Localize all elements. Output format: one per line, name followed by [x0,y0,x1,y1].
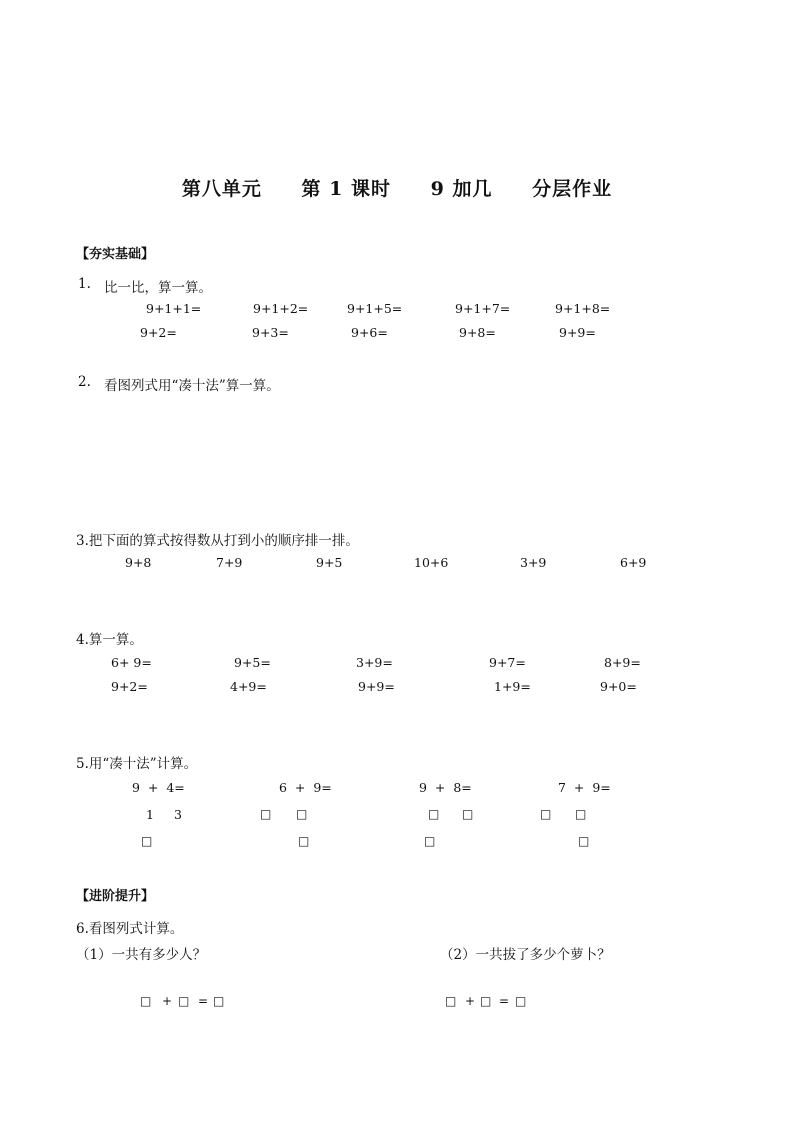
answer-box[interactable]: □ [298,834,310,848]
q4-eq: 1+9= [494,679,531,694]
q3-item: 3+9 [520,555,547,570]
q1-eq: 9+8= [459,325,496,340]
q1-text: 比一比，算一算。 [104,280,212,296]
title-type: 分层作业 [532,178,613,200]
q2-number: 2. [78,374,91,390]
q1-eq: 9+6= [351,325,388,340]
title-lesson: 第 1 课时 [301,178,391,200]
section-basic-heading: 【夯实基础】 [76,247,155,262]
q5-text: 5.用“凑十法”计算。 [76,756,198,772]
q5-eq: 9 + 4= [132,780,185,795]
q2-text: 看图列式用“凑十法”算一算。 [104,378,280,394]
q3-item: 7+9 [216,555,243,570]
answer-box[interactable]: □ [424,834,436,848]
q6-sub2: （2）一共拔了多少个萝卜？ [440,947,611,963]
q4-eq: 6+ 9= [111,655,152,670]
answer-box[interactable]: □ [428,807,440,821]
q3-item: 9+8 [125,555,152,570]
q3-item: 9+5 [316,555,343,570]
q4-eq: 3+9= [356,655,393,670]
q4-eq: 4+9= [230,679,267,694]
q4-eq: 9+2= [111,679,148,694]
q5-split-number: 1 [146,807,154,822]
q4-eq: 9+7= [489,655,526,670]
q3-text: 3.把下面的算式按得数从打到小的顺序排一排。 [76,533,359,549]
q4-eq: 9+9= [358,679,395,694]
q5-split-number: 3 [174,807,182,822]
q1-eq: 9+1+2= [253,301,309,316]
q3-item: 10+6 [414,555,449,570]
answer-box[interactable]: □ [445,994,457,1008]
q1-eq: 9+2= [140,325,177,340]
q1-eq: 9+1+8= [555,301,611,316]
q1-eq: 9+1+7= [455,301,511,316]
q1-eq: 9+1+5= [347,301,403,316]
q5-eq: 7 + 9= [558,780,611,795]
q5-eq: 9 + 8= [419,780,472,795]
answer-box[interactable]: □ [540,807,552,821]
answer-box[interactable]: □ [575,807,587,821]
q1-number: 1. [78,276,91,292]
q1-eq: 9+3= [252,325,289,340]
answer-box[interactable]: □ [140,994,152,1008]
q6-text: 6.看图列式计算。 [76,921,184,937]
q1-eq: 9+1+1= [146,301,202,316]
q1-eq: 9+9= [559,325,596,340]
equals-sign: = [198,994,209,1008]
title-unit: 第八单元 [181,178,262,200]
answer-box[interactable]: □ [260,807,272,821]
section-advanced-heading: 【进阶提升】 [76,889,155,904]
q4-eq: 8+9= [604,655,641,670]
q4-eq: 9+0= [600,679,637,694]
plus-sign: + [162,994,173,1008]
answer-box[interactable]: □ [480,994,492,1008]
answer-box[interactable]: □ [462,807,474,821]
answer-box[interactable]: □ [515,994,527,1008]
q3-item: 6+9 [620,555,647,570]
q4-eq: 9+5= [234,655,271,670]
answer-box[interactable]: □ [178,994,190,1008]
page-title [0,174,794,201]
q5-eq: 6 + 9= [279,780,332,795]
answer-box[interactable]: □ [296,807,308,821]
equals-sign: = [499,994,510,1008]
q4-text: 4.算一算。 [76,632,143,648]
q6-sub1: （1）一共有多少人？ [76,947,207,963]
answer-box[interactable]: □ [578,834,590,848]
plus-sign: + [465,994,476,1008]
title-topic: 9 加几 [430,178,493,200]
answer-box[interactable]: □ [141,834,153,848]
answer-box[interactable]: □ [213,994,225,1008]
